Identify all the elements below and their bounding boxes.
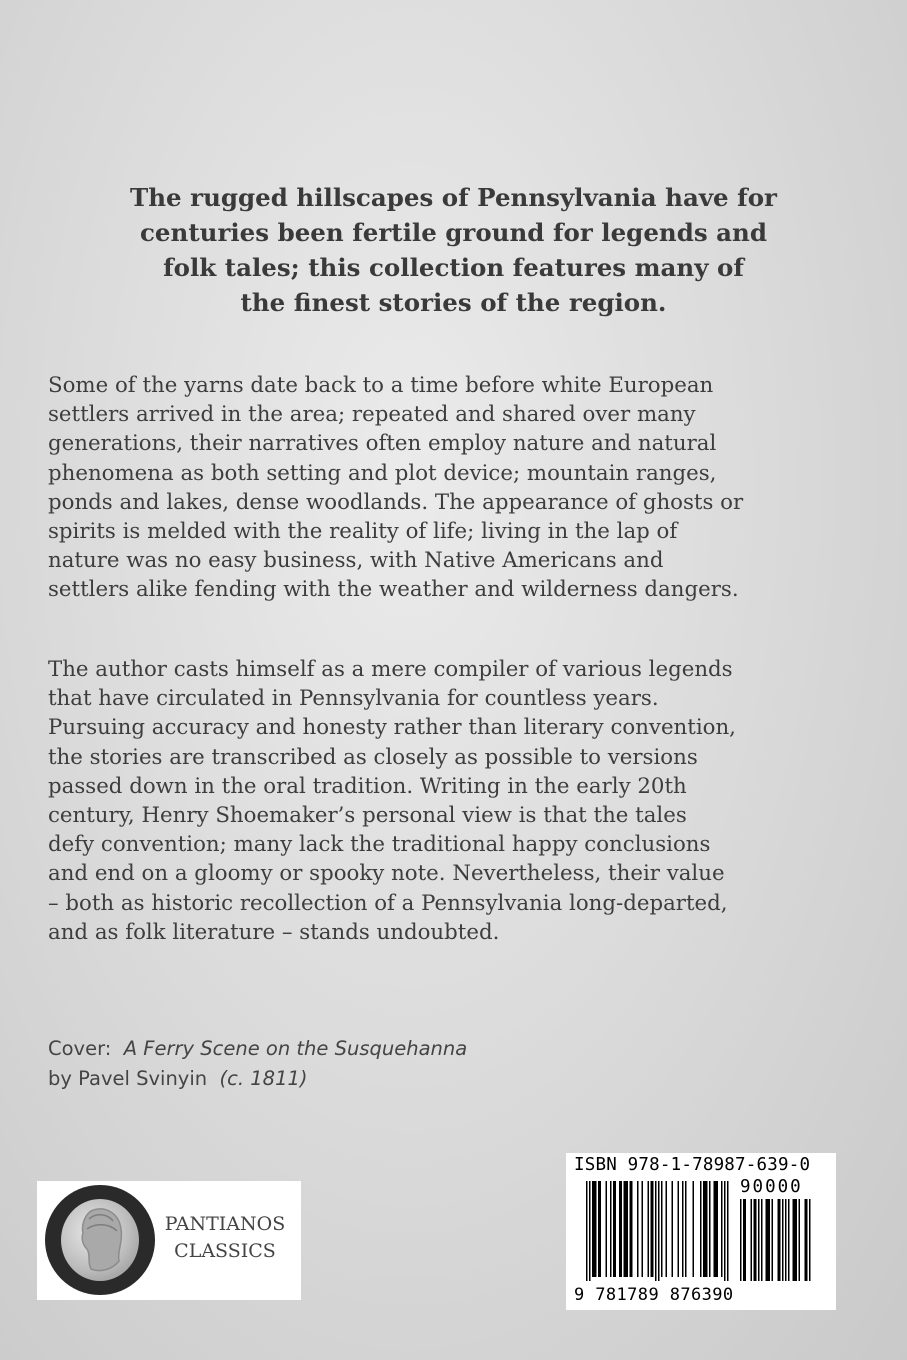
paragraph-line: century, Henry Shoemaker’s personal view is that the tales: [48, 803, 687, 829]
barcode-bar: [700, 1181, 702, 1277]
publisher-name-line-1: PANTIANOS: [164, 1213, 286, 1235]
publisher-name-line-2: CLASSICS: [174, 1240, 276, 1262]
barcode-bar: [678, 1181, 680, 1277]
paragraph-line: and as folk literature – stands undoubted.: [48, 919, 500, 945]
barcode-bar: [606, 1181, 608, 1277]
paragraph-line: that have circulated in Pennsylvania for countless years.: [48, 686, 659, 712]
barcode-bar: [751, 1199, 753, 1281]
paragraph-line: and end on a gloomy or spooky note. Nevertheless, their value: [48, 861, 725, 887]
paragraph-line: – both as historic recollection of a Pennsylvania long-departed,: [48, 890, 728, 916]
barcode-bar: [740, 1199, 742, 1281]
barcode-bar: [766, 1199, 771, 1281]
barcode-bar: [809, 1199, 811, 1281]
barcode-bar: [624, 1181, 629, 1277]
cover-credit-line-2: [48, 1064, 467, 1094]
isbn-barcode: [566, 1153, 836, 1310]
blurb-line: centuries been fertile ground for legends and: [140, 218, 767, 247]
artist-name: by Pavel Svinyin: [48, 1067, 208, 1090]
barcode-bar: [727, 1181, 729, 1281]
barcode-bar: [685, 1181, 687, 1277]
barcode-bar: [589, 1181, 591, 1281]
paragraph-line: ponds and lakes, dense woodlands. The appearance of ghosts or: [48, 489, 744, 515]
barcode-bar: [724, 1181, 726, 1281]
blurb-line: folk tales; this collection features many of: [163, 253, 744, 282]
barcode-bar: [782, 1199, 784, 1281]
paragraph-line: The author casts himself as a mere compiler of various legends: [48, 657, 733, 682]
barcode-bar: [714, 1181, 719, 1277]
paragraph-line: settlers arrived in the area; repeated and shared over many: [48, 402, 696, 428]
barcode-bar: [610, 1181, 612, 1277]
barcode-bar: [619, 1181, 622, 1277]
isbn-number: ISBN 978-1-78987-639-0: [574, 1155, 811, 1175]
barcode-bar: [592, 1181, 597, 1277]
cover-credit-line-1: [48, 1034, 467, 1064]
barcode-bar: [805, 1199, 808, 1281]
barcode-bar: [682, 1181, 684, 1277]
barcode-bar: [743, 1199, 746, 1281]
barcode-bar: [761, 1199, 763, 1281]
description-paragraph-1: [48, 371, 868, 605]
barcode-bar: [778, 1199, 781, 1281]
barcode-bar: [709, 1181, 711, 1277]
paragraph-line: defy convention; many lack the traditional happy conclusions: [48, 832, 711, 858]
publisher-name: [155, 1211, 295, 1265]
paragraph-line: Some of the yarns date back to a time before white European: [48, 373, 714, 398]
barcode-bar: [661, 1181, 663, 1277]
blurb-line: the finest stories of the region.: [240, 288, 667, 317]
paragraph-line: generations, their narratives often employ nature and natural: [48, 431, 717, 457]
paragraph-line: phenomena as both setting and plot device; mountain ranges,: [48, 460, 717, 486]
paragraph-line: spirits is melded with the reality of life; living in the lap of: [48, 519, 678, 545]
barcode-bar: [703, 1181, 708, 1277]
cover-label: Cover:: [48, 1037, 112, 1060]
price-code: 90000: [740, 1177, 803, 1197]
barcode-bar: [758, 1199, 760, 1281]
ean13-barcode-bars: [586, 1181, 732, 1281]
coin-face: [61, 1199, 139, 1281]
publisher-logo: [37, 1181, 301, 1300]
barcode-bar: [721, 1181, 723, 1277]
barcode-bar: [799, 1199, 801, 1281]
barcode-bar: [637, 1181, 639, 1277]
barcode-bar: [793, 1199, 798, 1281]
barcode-bar: [785, 1199, 787, 1281]
portrait-profile: [61, 1199, 139, 1281]
back-cover-blurb: [60, 180, 847, 320]
barcode-bar: [613, 1181, 616, 1277]
ean-digits: 9 781789 876390: [574, 1285, 734, 1305]
barcode-bar: [754, 1199, 757, 1281]
barcode-bar: [630, 1181, 633, 1277]
barcode-bar: [598, 1181, 601, 1277]
addon-barcode-bars: [740, 1199, 824, 1281]
paragraph-line: the stories are transcribed as closely as possible to versions: [48, 744, 698, 770]
paragraph-line: nature was no easy business, with Native Americans and: [48, 548, 664, 574]
paragraph-line: settlers alike fending with the weather and wilderness dangers.: [48, 577, 739, 603]
barcode-bar: [586, 1181, 588, 1281]
barcode-bar: [693, 1181, 695, 1277]
painting-title: A Ferry Scene on the Susquehanna: [123, 1037, 468, 1060]
paragraph-line: Pursuing accuracy and honesty rather than literary convention,: [48, 715, 736, 741]
barcode-bar: [642, 1181, 644, 1277]
cover-credit: [48, 1034, 467, 1094]
barcode-bar: [655, 1181, 657, 1281]
painting-date: (c. 1811): [219, 1067, 308, 1090]
coin-portrait-icon: [45, 1185, 155, 1295]
barcode-bar: [658, 1181, 660, 1281]
blurb-line: The rugged hillscapes of Pennsylvania have for: [130, 183, 777, 212]
barcode-bar: [651, 1181, 654, 1277]
paragraph-line: passed down in the oral tradition. Writing in the early 20th: [48, 773, 687, 799]
description-paragraph-2: [48, 655, 868, 947]
barcode-bar: [672, 1181, 674, 1277]
barcode-bar: [772, 1199, 774, 1281]
barcode-bar: [788, 1199, 790, 1281]
barcode-bar: [648, 1181, 650, 1277]
barcode-bar: [666, 1181, 668, 1277]
